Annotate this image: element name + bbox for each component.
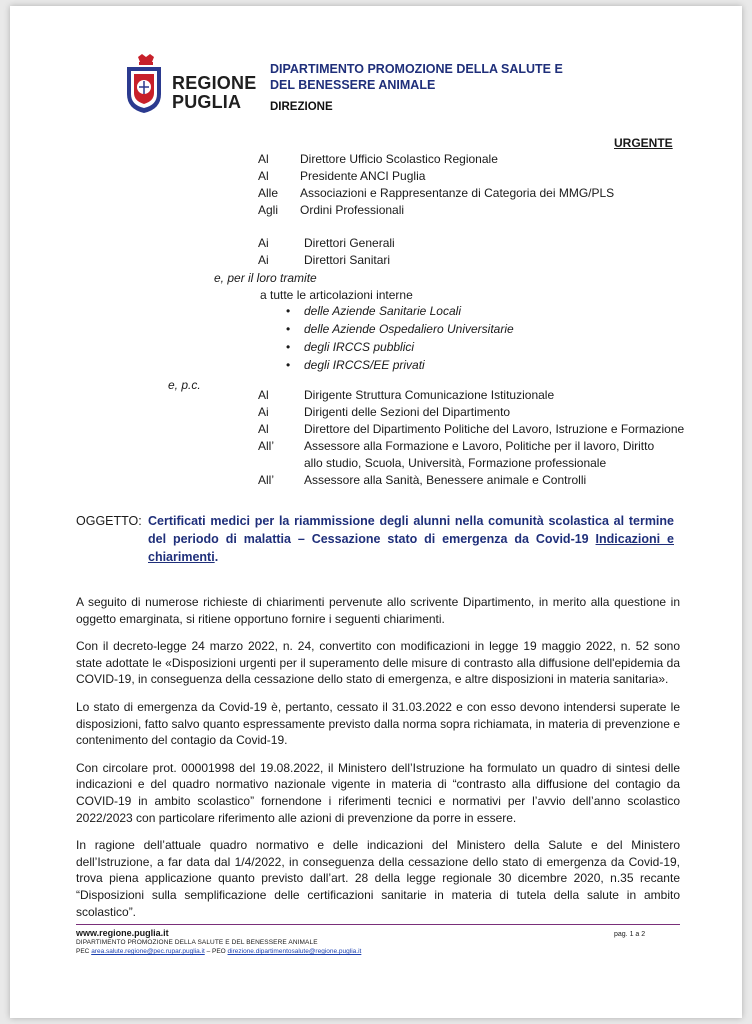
logo-name xyxy=(172,74,256,112)
body-paragraph: A seguito di numerose richieste di chiarimenti pervenute allo scrivente Dipartimento, in merito alla questione in oggetto emarginata, si ritiene opportuno fornire i seguenti chiarimenti. xyxy=(76,595,680,626)
recipient-prep: Al xyxy=(258,152,269,166)
bullet-item xyxy=(286,358,425,372)
recipient-prep: Al xyxy=(258,422,269,436)
recipient-text: Presidente ANCI Puglia xyxy=(300,169,426,183)
recipient-prep: Alle xyxy=(258,186,279,200)
urgente-label: URGENTE xyxy=(614,136,673,150)
department-line2: DEL BENESSERE ANIMALE xyxy=(270,78,436,92)
recipient-line xyxy=(258,404,688,421)
recipient-line xyxy=(258,421,688,438)
recipient-line xyxy=(258,438,688,455)
recipient-text: Assessore alla Sanità, Benessere animale e Controlli xyxy=(304,473,587,487)
bullet-icon: • xyxy=(286,322,291,336)
recipient-line xyxy=(258,168,688,185)
regione-emblem-icon xyxy=(124,54,164,114)
recipient-text: Associazioni e Rappresentanze di Categoria dei MMG/PLS xyxy=(300,186,615,200)
ep-c-label: e, p.c. xyxy=(168,378,201,392)
footer-divider xyxy=(76,924,680,925)
page-number: pag. 1 a 2 xyxy=(614,931,646,938)
body-paragraph: Lo stato di emergenza da Covid-19 è, pertanto, cessato il 31.03.2022 e con esso devono intendersi superate le disposizioni, fatto salvo quanto espressamente previsto dalla norma sopra richiamata, in materia di prevenzione e contenimento del contagio da Covid-19. xyxy=(76,699,680,748)
recipient-text: Direttori Generali xyxy=(304,236,395,250)
oggetto-underlined: Indicazioni e chiarimenti xyxy=(148,532,674,564)
body-paragraph: Con circolare prot. 00001998 del 19.08.2022, il Ministero dell’Istruzione ha formulato un quadro di sintesi delle indicazioni e del quadro normativo nazionale vigente in materia di “contrasto alla diffusione del contagio da COVID-19 in ambito scolastico” fornendone i riferimenti tecnici e normativi per l’avvio dell’anno scolastico 2022/2023 con particolare riferimento alle azioni di prevenzione da porre in essere. xyxy=(76,760,680,825)
bullet-item xyxy=(286,304,461,318)
oggetto-end: . xyxy=(214,550,219,564)
bullet-text: degli IRCCS/EE privati xyxy=(304,358,425,372)
recipient-prep: All’ xyxy=(258,473,275,487)
bullet-icon: • xyxy=(286,340,291,354)
department-line1: DIPARTIMENTO PROMOZIONE DELLA SALUTE E xyxy=(270,62,563,76)
bullet-text: delle Aziende Ospedaliero Universitarie xyxy=(304,322,514,336)
recipient-prep: Agli xyxy=(258,203,279,217)
oggetto-text xyxy=(148,512,674,566)
per-il-loro-tramite: e, per il loro tramite xyxy=(214,271,317,285)
articolazioni-label: a tutte le articolazioni interne xyxy=(260,288,413,302)
recipient-line xyxy=(258,455,688,472)
pec-email-link[interactable]: area.salute.regione@pec.rupar.puglia.it xyxy=(91,948,205,955)
body-paragraph: Con il decreto-legge 24 marzo 2022, n. 24, convertito con modificazioni in legge 19 maggio 2022, n. 52 sono state adottate le «Disposizioni urgenti per il superamento delle misure di contrasto alla diffusione dell'epidemia da COVID-19, in conseguenza della cessazione dello stato di emergenza, e altre disposizioni in materia sanitaria». xyxy=(76,639,680,687)
oggetto-main: Certificati medici per la riammissione degli alunni nella comunità scolastica al termine del periodo di malattia – Cessazione stato di emergenza da Covid-19 xyxy=(148,514,674,546)
footer-website-link[interactable]: www.regione.puglia.it xyxy=(76,928,169,938)
recipient-text: Assessore alla Formazione e Lavoro, Politiche per il lavoro, Diritto xyxy=(304,439,655,453)
bullet-icon: • xyxy=(286,304,291,318)
document-page xyxy=(10,6,742,1018)
peo-email-link[interactable]: direzione.dipartimentosalute@regione.puglia.it xyxy=(227,948,362,955)
department-name xyxy=(270,61,563,93)
footer-department: DIPARTIMENTO PROMOZIONE DELLA SALUTE E DEL BENESSERE ANIMALE xyxy=(76,939,318,946)
recipient-prep: Ai xyxy=(258,236,269,250)
recipient-line xyxy=(258,235,688,252)
recipient-text: Direttori Sanitari xyxy=(304,253,391,267)
recipient-prep: Ai xyxy=(258,405,269,419)
recipient-prep: Al xyxy=(258,169,269,183)
direzione-label: DIREZIONE xyxy=(270,101,333,113)
letter-body xyxy=(76,594,680,931)
recipient-prep: Ai xyxy=(258,253,269,267)
bullet-text: delle Aziende Sanitarie Locali xyxy=(304,304,461,318)
recipient-line xyxy=(258,185,688,202)
recipient-text: allo studio, Scuola, Università, Formazione professionale xyxy=(304,456,607,470)
logo-name-line2: PUGLIA xyxy=(172,92,242,112)
recipient-line xyxy=(258,151,688,168)
body-paragraph: In ragione dell’attuale quadro normativo e delle indicazioni del Ministero della Salute e del Ministero dell’Istruzione, a far data dal 1/4/2022, in conseguenza della cessazione dello stato di emergenza da Covid-19, trova piena applicazione quanto previsto dall’art. 28 della legge regionale 30 dicembre 2020, n.35 recante “Disposizioni sulla semplificazione delle certificazioni sanitarie in materia di tutela della salute in ambito scolastico”. xyxy=(76,838,680,919)
recipient-text: Dirigente Struttura Comunicazione Istituzionale xyxy=(304,388,555,402)
oggetto-label: OGGETTO: xyxy=(76,514,142,528)
footer-contacts xyxy=(76,948,361,955)
bullet-item xyxy=(286,322,514,336)
recipient-line xyxy=(258,387,688,404)
recipient-text: Direttore Ufficio Scolastico Regionale xyxy=(300,152,498,166)
pec-label: PEC xyxy=(76,948,90,955)
recipient-text: Ordini Professionali xyxy=(300,203,405,217)
recipient-text: Dirigenti delle Sezioni del Dipartimento xyxy=(304,405,511,419)
recipient-prep: Al xyxy=(258,388,269,402)
recipient-text: Direttore del Dipartimento Politiche del Lavoro, Istruzione e Formazione xyxy=(304,422,685,436)
logo-name-line1: REGIONE xyxy=(172,73,257,93)
bullet-item xyxy=(286,340,415,354)
recipient-line xyxy=(258,252,688,269)
bullet-text: degli IRCCS pubblici xyxy=(304,340,415,354)
bullet-icon: • xyxy=(286,358,291,372)
regione-puglia-logo xyxy=(124,54,257,118)
recipient-prep: All’ xyxy=(258,439,275,453)
recipient-line xyxy=(258,472,688,489)
recipient-line xyxy=(258,202,688,219)
peo-label: – PEO xyxy=(206,948,226,955)
